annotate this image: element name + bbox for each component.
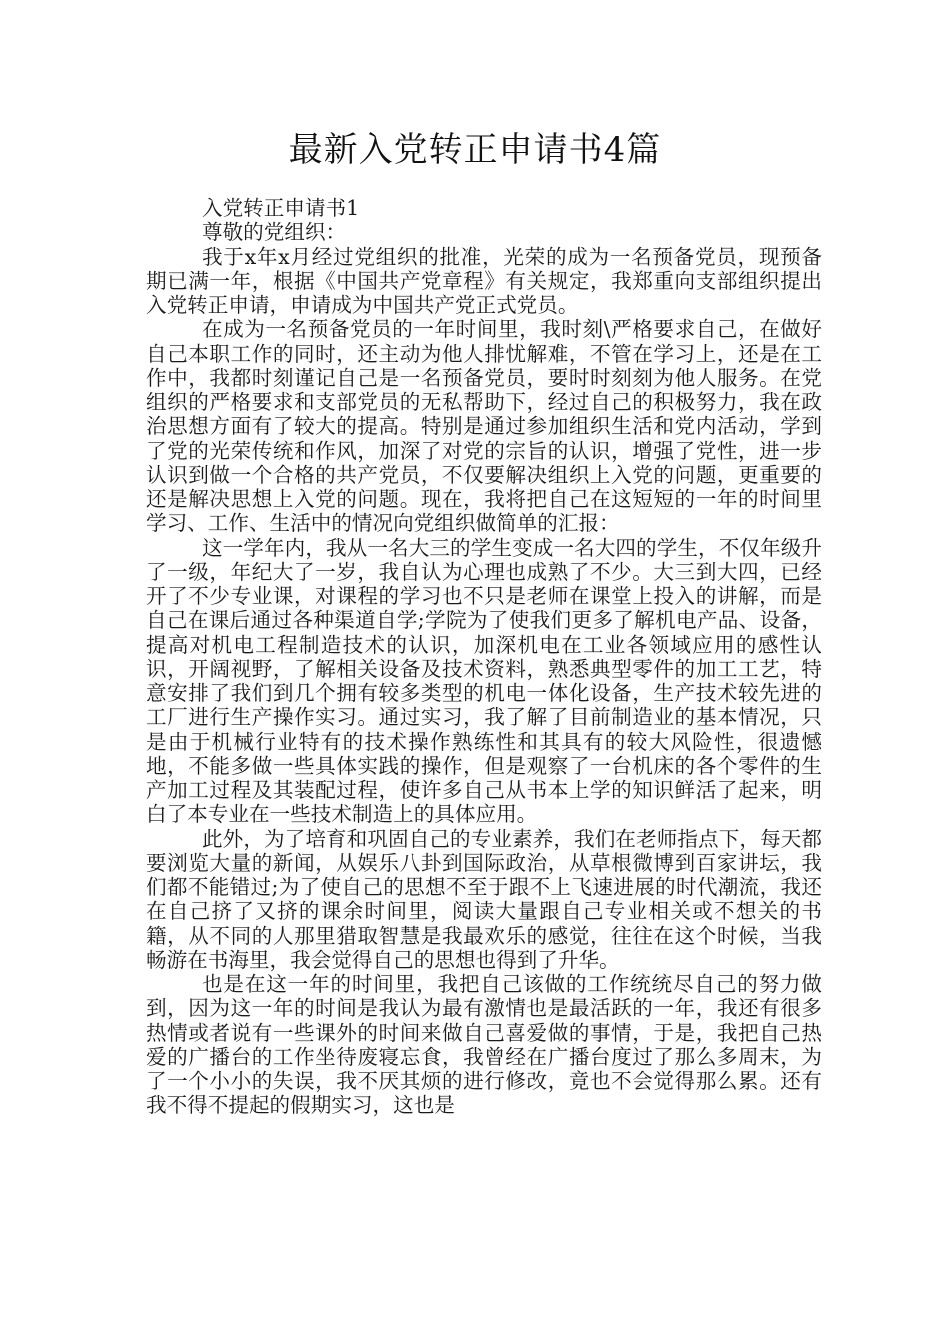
document-body [146,196,822,1118]
document-title: 最新入党转正申请书4篇 [288,130,662,170]
body-paragraph: 在成为一名预备党员的一年时间里，我时刻\严格要求自己，在做好自己本职工作的同时，还主动为他人排忧解难，不管在学习上，还是在工作中，我都时刻谨记自己是一名预备党员，要时时刻刻为他人服务。在党组织的严格要求和支部党员的无私帮助下，经过自己的积极努力，我在政治思想方面有了较大的提高。特别是通过参加组织生活和党内活动，学到了党的光荣传统和作风，加深了对党的宗旨的认识，增强了党性，进一步认识到做一个合格的共产党员，不仅要解决组织上入党的问题，更重要的还是解决思想上入党的问题。现在，我将把自己在这短短的一年的时间里学习、工作、生活中的情况向党组织做简单的汇报： [146,317,822,536]
body-paragraph: 此外，为了培育和巩固自己的专业素养，我们在老师指点下，每天都要浏览大量的新闻，从娱乐八卦到国际政治，从草根微博到百家讲坛，我们都不能错过;为了使自己的思想不至于跟不上飞速进展的时代潮流，我还在自己挤了又挤的课余时间里，阅读大量跟自己专业相关或不想关的书籍，从不同的人那里猎取智慧是我最欢乐的感觉，往往在这个时候，当我畅游在书海里，我会觉得自己的思想也得到了升华。 [146,826,822,972]
body-paragraph: 也是在这一年的时间里，我把自己该做的工作统统尽自己的努力做到，因为这一年的时间是我认为最有激情也是最活跃的一年，我还有很多热情或者说有一些课外的时间来做自己喜爱做的事情，于是，我把自己热爱的广播台的工作坐待废寝忘食，我曾经在广播台度过了那么多周末，为了一个小小的失误，我不厌其烦的进行修改，竟也不会觉得那么累。还有我不得不提起的假期实习，这也是 [146,972,822,1118]
body-paragraph: 这一学年内，我从一名大三的学生变成一名大四的学生，不仅年级升了一级，年纪大了一岁，我自认为心理也成熟了不少。大三到大四，已经开了不少专业课，对课程的学习也不只是老师在课堂上投入的讲解，而是自己在课后通过各种渠道自学;学院为了使我们更多了解机电产品、设备，提高对机电工程制造技术的认识，加深机电在工业各领域应用的感性认识，开阔视野，了解相关设备及技术资料，熟悉典型零件的加工工艺，特意安排了我们到几个拥有较多类型的机电一体化设备，生产技术较先进的工厂进行生产操作实习。通过实习，我了解了目前制造业的基本情况，只是由于机械行业特有的技术操作熟练性和其具有的较大风险性，很遗憾地，不能多做一些具体实践的操作，但是观察了一台机床的各个零件的生产加工过程及其装配过程，使许多自己从书本上学的知识鲜活了起来，明白了本专业在一些技术制造上的具体应用。 [146,535,822,827]
body-paragraph: 我于x年x月经过党组织的批准，光荣的成为一名预备党员，现预备期已满一年，根据《中国共产党章程》有关规定，我郑重向支部组织提出入党转正申请，申请成为中国共产党正式党员。 [146,244,822,317]
salutation: 尊敬的党组织： [202,220,347,245]
section-heading: 入党转正申请书1 [202,196,360,220]
